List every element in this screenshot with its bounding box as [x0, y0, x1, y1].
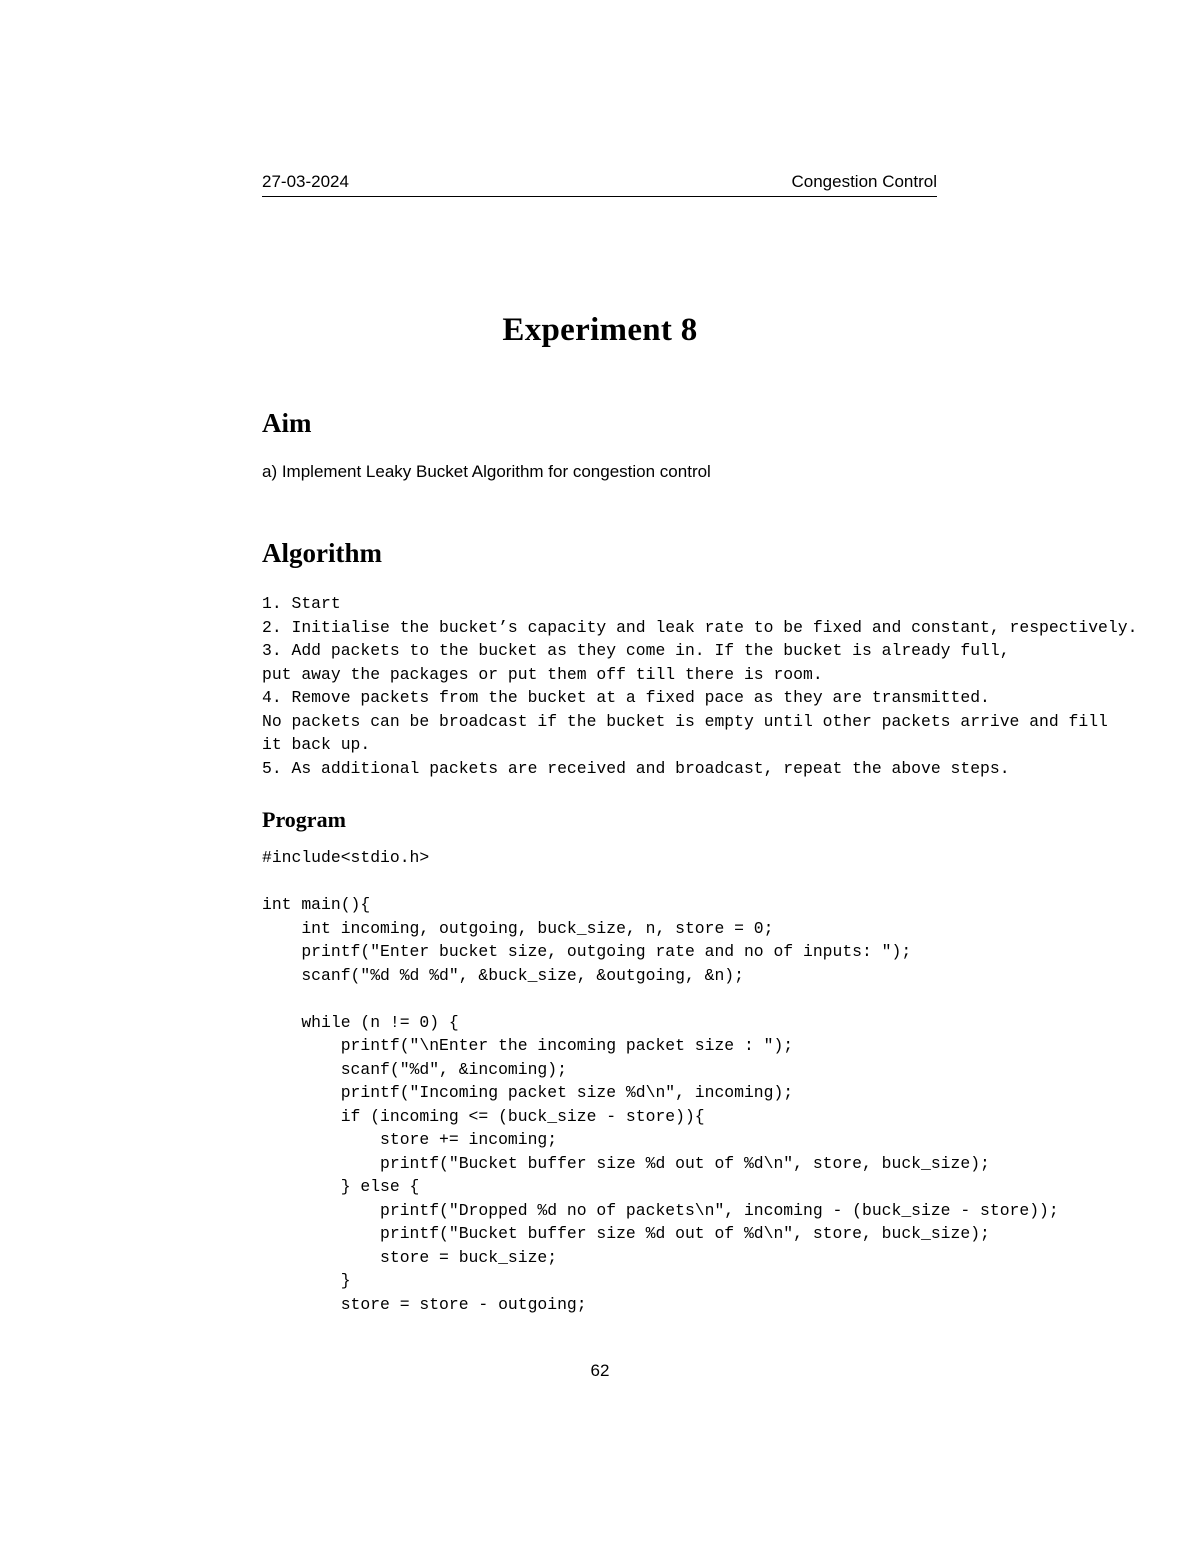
algorithm-step-line: put away the packages or put them off till there is room. — [262, 664, 823, 684]
aim-text: a) Implement Leaky Bucket Algorithm for congestion control — [262, 462, 711, 481]
code-line: scanf("%d %d %d", &buck_size, &outgoing, &n); — [262, 965, 744, 985]
algorithm-step-line: No packets can be broadcast if the bucket is empty until other packets arrive and fill — [262, 711, 1108, 731]
code-line: store += incoming; — [262, 1130, 558, 1149]
code-line — [262, 870, 1059, 894]
code-line: while (n != 0) { — [262, 1012, 459, 1032]
code-line: #include<stdio.h> — [262, 848, 430, 867]
program-code — [262, 846, 1059, 1316]
code-line: int main(){ — [262, 895, 371, 914]
code-line: if (incoming <= (buck_size - store)){ — [262, 1106, 705, 1126]
algorithm-steps — [262, 592, 1137, 780]
algorithm-step-line: 1. Start — [262, 594, 341, 613]
program-heading: Program — [262, 807, 346, 832]
code-line — [262, 987, 1059, 1011]
running-header — [262, 170, 937, 197]
page-number: 62 — [590, 1361, 610, 1380]
code-line: scanf("%d", &incoming); — [262, 1059, 567, 1079]
code-line: printf("Dropped %d no of packets\n", incoming - (buck_size - store)); — [262, 1200, 1059, 1220]
code-line: printf("Enter bucket size, outgoing rate and no of inputs: "); — [262, 942, 912, 961]
algorithm-step-line: 3. Add packets to the bucket as they come in. If the bucket is already full, — [262, 641, 1010, 660]
code-line: int incoming, outgoing, buck_size, n, store = 0; — [262, 918, 774, 938]
algorithm-step-line: it back up. — [262, 735, 371, 754]
code-line: store = buck_size; — [262, 1247, 558, 1267]
code-line: } — [262, 1271, 351, 1290]
algorithm-heading: Algorithm — [262, 538, 382, 568]
algorithm-step-line: 5. As additional packets are received and broadcast, repeat the above steps. — [262, 758, 1010, 778]
header-date: 27-03-2024 — [262, 172, 349, 191]
header-topic: Congestion Control — [791, 172, 937, 191]
algorithm-step-line: 2. Initialise the bucket’s capacity and leak rate to be fixed and constant, respectively. — [262, 617, 1138, 637]
experiment-title: Experiment 8 — [502, 312, 698, 348]
code-line: printf("Incoming packet size %d\n", incoming); — [262, 1083, 794, 1102]
aim-heading: Aim — [262, 408, 312, 438]
code-line: store = store - outgoing; — [262, 1294, 587, 1314]
code-line: printf("Bucket buffer size %d out of %d\n", store, buck_size); — [262, 1153, 990, 1173]
code-line: printf("Bucket buffer size %d out of %d\n", store, buck_size); — [262, 1224, 990, 1243]
algorithm-step-line: 4. Remove packets from the bucket at a fixed pace as they are transmitted. — [262, 688, 990, 707]
code-line: } else { — [262, 1177, 420, 1196]
code-line: printf("\nEnter the incoming packet size : "); — [262, 1036, 794, 1055]
